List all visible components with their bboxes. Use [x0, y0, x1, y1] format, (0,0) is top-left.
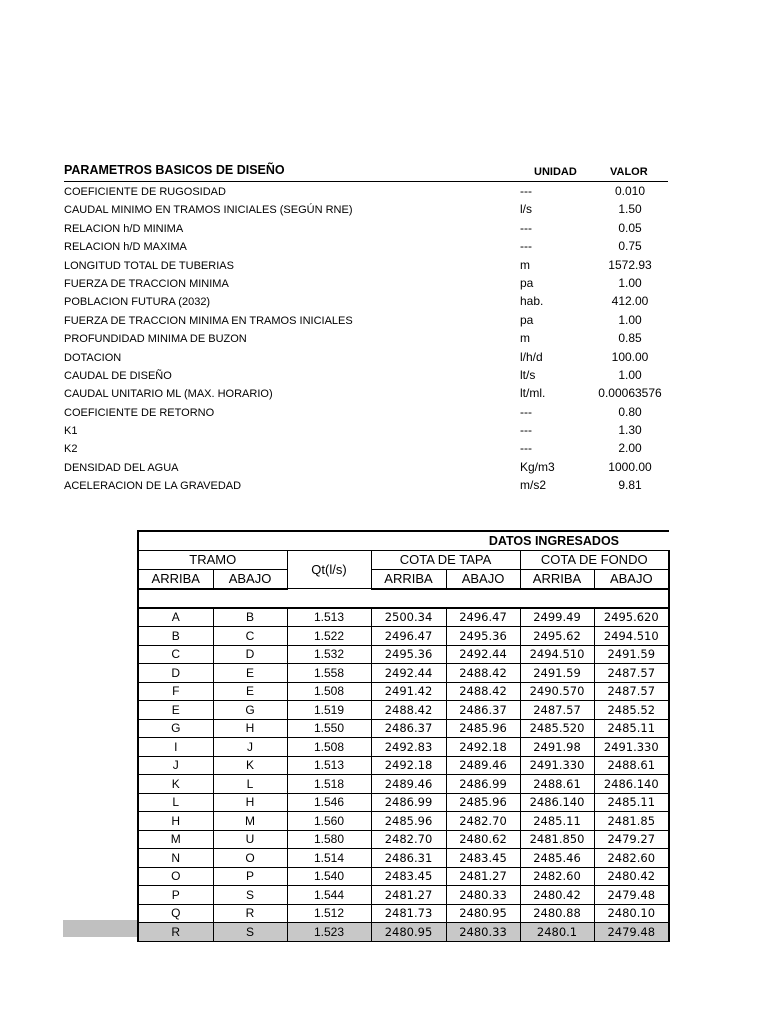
datos-body [138, 608, 669, 942]
tramo-arriba-cell: R [138, 923, 213, 942]
tramo-arriba-cell: Q [138, 904, 213, 923]
table-row [138, 923, 669, 942]
tramo-abajo-cell: O [213, 849, 287, 868]
fondo-abajo-cell: 2481.85 [594, 812, 669, 831]
tapa-abajo-cell: 2481.27 [446, 867, 520, 886]
fondo-abajo-cell: 2485.11 [594, 793, 669, 812]
qt-header: Qt(l/s) [287, 550, 371, 589]
qt-cell: 1.518 [287, 775, 371, 794]
tramo-arriba-cell: O [138, 867, 213, 886]
fondo-arriba-cell: 2491.59 [520, 664, 594, 683]
parametros-table [64, 161, 668, 495]
parametro-unit: m [520, 331, 530, 346]
parametro-unit: lt/ml. [520, 386, 546, 401]
fondo-arriba-cell: 2485.11 [520, 812, 594, 831]
parametro-value: 1.00 [618, 367, 642, 382]
fondo-abajo-cell: 2495.620 [594, 608, 669, 627]
parametro-unit: pa [520, 312, 534, 327]
fondo-abajo-cell: 2480.42 [594, 867, 669, 886]
parametro-label: CAUDAL UNITARIO ML (MAX. HORARIO) [64, 388, 273, 401]
header-row-2 [138, 569, 669, 589]
tramo-abajo-cell: H [213, 719, 287, 738]
tramo-abajo-cell: E [213, 682, 287, 701]
tapa-abajo-cell: 2488.42 [446, 664, 520, 683]
parametro-label: LONGITUD TOTAL DE TUBERIAS [64, 259, 234, 272]
fondo-arriba-cell: 2495.62 [520, 627, 594, 646]
tramo-abajo-cell: E [213, 664, 287, 683]
parametro-label: FUERZA DE TRACCION MINIMA [64, 277, 229, 290]
parametros-title: PARAMETROS BASICOS DE DISEÑO [64, 163, 285, 177]
fondo-abajo-cell: 2487.57 [594, 664, 669, 683]
parametro-value: 2.00 [618, 441, 642, 456]
tramo-arriba-cell: N [138, 849, 213, 868]
fondo-arriba-cell: 2487.57 [520, 701, 594, 720]
parametro-row [64, 439, 668, 457]
parametro-label: POBLACION FUTURA (2032) [64, 296, 211, 309]
table-row [138, 812, 669, 831]
fondo-abajo-header: ABAJO [594, 569, 669, 589]
parametro-label: COEFICIENTE DE RUGOSIDAD [64, 186, 226, 198]
parametro-row [64, 476, 668, 494]
tapa-arriba-cell: 2486.31 [371, 849, 446, 868]
tapa-abajo-cell: 2480.33 [446, 923, 520, 942]
parametros-header [64, 161, 668, 182]
fondo-arriba-cell: 2491.330 [520, 756, 594, 775]
header-row-1 [138, 550, 669, 569]
parametro-value: 0.85 [618, 331, 642, 346]
parametro-label: COEFICIENTE DE RETORNO [64, 406, 215, 419]
tramo-abajo-cell: L [213, 775, 287, 794]
table-row [138, 775, 669, 794]
tramo-arriba-cell: G [138, 719, 213, 738]
tapa-abajo-cell: 2485.96 [446, 719, 520, 738]
parametro-row [64, 366, 668, 384]
parametro-label: FUERZA DE TRACCION MINIMA EN TRAMOS INICIALES [64, 314, 353, 327]
parametro-row [64, 182, 668, 200]
parametro-label: RELACION h/D MINIMA [64, 222, 184, 235]
tapa-arriba-cell: 2486.37 [371, 719, 446, 738]
tramo-arriba-cell: I [138, 738, 213, 757]
parametro-unit: m/s2 [520, 478, 547, 493]
fondo-abajo-cell: 2479.48 [594, 923, 669, 942]
fondo-abajo-cell: 2487.57 [594, 682, 669, 701]
fondo-arriba-cell: 2488.61 [520, 775, 594, 794]
tramo-header: TRAMO [138, 550, 287, 569]
tramo-arriba-cell: P [138, 886, 213, 905]
tapa-arriba-cell: 2488.42 [371, 701, 446, 720]
parametro-label: CAUDAL MINIMO EN TRAMOS INICIALES (SEGÚN RNE) [64, 204, 353, 217]
qt-cell: 1.512 [287, 904, 371, 923]
fondo-arriba-cell: 2490.570 [520, 682, 594, 701]
qt-cell: 1.523 [287, 923, 371, 942]
fondo-arriba-cell: 2491.98 [520, 738, 594, 757]
qt-cell: 1.550 [287, 719, 371, 738]
tapa-arriba-cell: 2486.99 [371, 793, 446, 812]
tapa-abajo-cell: 2492.44 [446, 645, 520, 664]
fondo-arriba-cell: 2480.88 [520, 904, 594, 923]
tramo-arriba-cell: L [138, 793, 213, 812]
parametro-label: K1 [64, 425, 78, 438]
tapa-abajo-cell: 2482.70 [446, 812, 520, 831]
fondo-arriba-cell: 2486.140 [520, 793, 594, 812]
parametro-value: 1000.00 [608, 459, 652, 474]
table-row [138, 645, 669, 664]
row-highlight-strip [63, 920, 137, 937]
tapa-arriba-cell: 2500.34 [371, 608, 446, 627]
tapa-abajo-header: ABAJO [446, 569, 520, 589]
parametro-label: PROFUNDIDAD MINIMA DE BUZON [64, 333, 247, 346]
tapa-abajo-cell: 2485.96 [446, 793, 520, 812]
table-row [138, 830, 669, 849]
table-row [138, 738, 669, 757]
parametro-row [64, 403, 668, 421]
tramo-abajo-cell: B [213, 608, 287, 627]
parametro-value: 0.75 [618, 239, 642, 254]
tramo-abajo-cell: M [213, 812, 287, 831]
tramo-abajo-header: ABAJO [213, 569, 287, 589]
table-row [138, 793, 669, 812]
tramo-arriba-header: ARRIBA [138, 569, 213, 589]
parametro-unit: m [520, 257, 530, 272]
qt-cell: 1.560 [287, 812, 371, 831]
parametro-value: 0.00063576 [598, 386, 662, 401]
tapa-arriba-cell: 2495.36 [371, 645, 446, 664]
cota-tapa-header: COTA DE TAPA [371, 550, 520, 569]
tapa-arriba-cell: 2491.42 [371, 682, 446, 701]
cota-fondo-header: COTA DE FONDO [520, 550, 669, 569]
parametro-row [64, 348, 668, 366]
tapa-arriba-cell: 2482.70 [371, 830, 446, 849]
table-row [138, 756, 669, 775]
tapa-arriba-cell: 2485.96 [371, 812, 446, 831]
parametro-label: DENSIDAD DEL AGUA [64, 461, 179, 474]
tapa-arriba-cell: 2483.45 [371, 867, 446, 886]
tramo-arriba-cell: J [138, 756, 213, 775]
fondo-abajo-cell: 2485.11 [594, 719, 669, 738]
tapa-abajo-cell: 2492.18 [446, 738, 520, 757]
parametro-label: ACELERACION DE LA GRAVEDAD [64, 480, 242, 493]
parametro-value: 412.00 [611, 294, 649, 309]
qt-cell: 1.558 [287, 664, 371, 683]
tramo-arriba-cell: B [138, 627, 213, 646]
fondo-abajo-cell: 2494.510 [594, 627, 669, 646]
datos-title: DATOS INGRESADOS [213, 531, 669, 550]
parametro-row [64, 329, 668, 347]
fondo-abajo-cell: 2486.140 [594, 775, 669, 794]
tapa-abajo-cell: 2480.95 [446, 904, 520, 923]
fondo-abajo-cell: 2480.10 [594, 904, 669, 923]
tramo-abajo-cell: S [213, 923, 287, 942]
parametro-row [64, 200, 668, 218]
fondo-arriba-cell: 2480.1 [520, 923, 594, 942]
qt-cell: 1.508 [287, 738, 371, 757]
parametro-value: 1.50 [618, 202, 642, 217]
qt-cell: 1.580 [287, 830, 371, 849]
parametro-row [64, 292, 668, 310]
table-row [138, 608, 669, 627]
table-row [138, 904, 669, 923]
parametro-unit: --- [520, 423, 532, 438]
fondo-arriba-header: ARRIBA [520, 569, 594, 589]
tramo-arriba-cell: M [138, 830, 213, 849]
tapa-abajo-cell: 2488.42 [446, 682, 520, 701]
parametro-unit: Kg/m3 [520, 459, 555, 474]
tapa-abajo-cell: 2480.33 [446, 886, 520, 905]
tapa-arriba-cell: 2481.73 [371, 904, 446, 923]
tramo-arriba-cell: H [138, 812, 213, 831]
parametro-unit: --- [520, 220, 532, 235]
tramo-abajo-cell: H [213, 793, 287, 812]
tramo-abajo-cell: U [213, 830, 287, 849]
parametro-label: K2 [64, 443, 78, 456]
tramo-abajo-cell: G [213, 701, 287, 720]
tapa-arriba-cell: 2489.46 [371, 775, 446, 794]
tramo-arriba-cell: A [138, 608, 213, 627]
parametro-value: 1572.93 [608, 257, 652, 272]
parametro-value: 9.81 [618, 478, 642, 493]
tapa-abajo-cell: 2496.47 [446, 608, 520, 627]
fondo-abajo-cell: 2479.48 [594, 886, 669, 905]
fondo-arriba-cell: 2494.510 [520, 645, 594, 664]
tapa-arriba-cell: 2480.95 [371, 923, 446, 942]
parametro-unit: hab. [520, 294, 544, 309]
value-column-header: VALOR [610, 166, 648, 178]
parametro-row [64, 458, 668, 476]
tramo-arriba-cell: E [138, 701, 213, 720]
parametro-row [64, 256, 668, 274]
qt-cell: 1.513 [287, 608, 371, 627]
tapa-abajo-cell: 2483.45 [446, 849, 520, 868]
qt-cell: 1.519 [287, 701, 371, 720]
fondo-abajo-cell: 2491.330 [594, 738, 669, 757]
table-row [138, 701, 669, 720]
parametro-row [64, 237, 668, 255]
parametro-value: 0.80 [618, 404, 642, 419]
table-row [138, 719, 669, 738]
fondo-abajo-cell: 2485.52 [594, 701, 669, 720]
table-row [138, 867, 669, 886]
tramo-abajo-cell: S [213, 886, 287, 905]
qt-cell: 1.513 [287, 756, 371, 775]
tramo-arriba-cell: K [138, 775, 213, 794]
parametro-unit: pa [520, 275, 534, 290]
tramo-arriba-cell: F [138, 682, 213, 701]
tapa-abajo-cell: 2495.36 [446, 627, 520, 646]
tapa-abajo-cell: 2489.46 [446, 756, 520, 775]
tapa-arriba-cell: 2492.83 [371, 738, 446, 757]
qt-cell: 1.532 [287, 645, 371, 664]
parametro-row [64, 384, 668, 402]
tapa-arriba-cell: 2481.27 [371, 886, 446, 905]
parametro-unit: l/s [520, 202, 532, 217]
table-row [138, 849, 669, 868]
parametro-unit: --- [520, 441, 532, 456]
parametros-rows [64, 182, 668, 495]
qt-cell: 1.508 [287, 682, 371, 701]
tapa-abajo-cell: 2486.37 [446, 701, 520, 720]
qt-cell: 1.522 [287, 627, 371, 646]
parametro-label: CAUDAL DE DISEÑO [64, 369, 172, 382]
parametro-value: 100.00 [611, 349, 649, 364]
table-row [138, 664, 669, 683]
tramo-arriba-cell: D [138, 664, 213, 683]
parametro-label: RELACION h/D MAXIMA [64, 241, 187, 254]
table-row [138, 682, 669, 701]
fondo-arriba-cell: 2480.42 [520, 886, 594, 905]
parametro-unit: --- [520, 239, 532, 254]
parametro-value: 0.05 [618, 220, 642, 235]
tapa-abajo-cell: 2486.99 [446, 775, 520, 794]
unit-column-header: UNIDAD [534, 166, 577, 178]
tramo-abajo-cell: P [213, 867, 287, 886]
tramo-abajo-cell: D [213, 645, 287, 664]
parametro-label: DOTACION [64, 351, 122, 364]
fondo-arriba-cell: 2482.60 [520, 867, 594, 886]
parametro-value: 1.00 [618, 312, 642, 327]
tapa-abajo-cell: 2480.62 [446, 830, 520, 849]
parametro-value: 1.30 [618, 423, 642, 438]
parametro-unit: lt/s [520, 367, 536, 382]
fondo-abajo-cell: 2488.61 [594, 756, 669, 775]
fondo-arriba-cell: 2485.46 [520, 849, 594, 868]
qt-cell: 1.540 [287, 867, 371, 886]
parametro-value: 1.00 [618, 275, 642, 290]
parametro-row [64, 219, 668, 237]
spacer-row [138, 589, 669, 608]
parametro-row [64, 274, 668, 292]
table-row [138, 627, 669, 646]
fondo-arriba-cell: 2485.520 [520, 719, 594, 738]
parametro-unit: --- [520, 404, 532, 419]
tramo-abajo-cell: R [213, 904, 287, 923]
qt-cell: 1.546 [287, 793, 371, 812]
tramo-abajo-cell: C [213, 627, 287, 646]
tapa-arriba-cell: 2496.47 [371, 627, 446, 646]
tapa-arriba-cell: 2492.18 [371, 756, 446, 775]
fondo-arriba-cell: 2499.49 [520, 608, 594, 627]
tapa-arriba-cell: 2492.44 [371, 664, 446, 683]
parametro-row [64, 311, 668, 329]
qt-cell: 1.514 [287, 849, 371, 868]
qt-cell: 1.544 [287, 886, 371, 905]
fondo-abajo-cell: 2482.60 [594, 849, 669, 868]
tramo-arriba-cell: C [138, 645, 213, 664]
tramo-abajo-cell: J [213, 738, 287, 757]
fondo-arriba-cell: 2481.850 [520, 830, 594, 849]
parametro-value: 0.010 [614, 184, 646, 198]
tapa-arriba-header: ARRIBA [371, 569, 446, 589]
table-row [138, 886, 669, 905]
fondo-abajo-cell: 2479.27 [594, 830, 669, 849]
parametro-row [64, 421, 668, 439]
table-title-row [138, 531, 669, 550]
datos-ingresados-table [137, 530, 670, 942]
parametro-unit: --- [520, 184, 532, 198]
fondo-abajo-cell: 2491.59 [594, 645, 669, 664]
tramo-abajo-cell: K [213, 756, 287, 775]
parametro-unit: l/h/d [520, 349, 543, 364]
